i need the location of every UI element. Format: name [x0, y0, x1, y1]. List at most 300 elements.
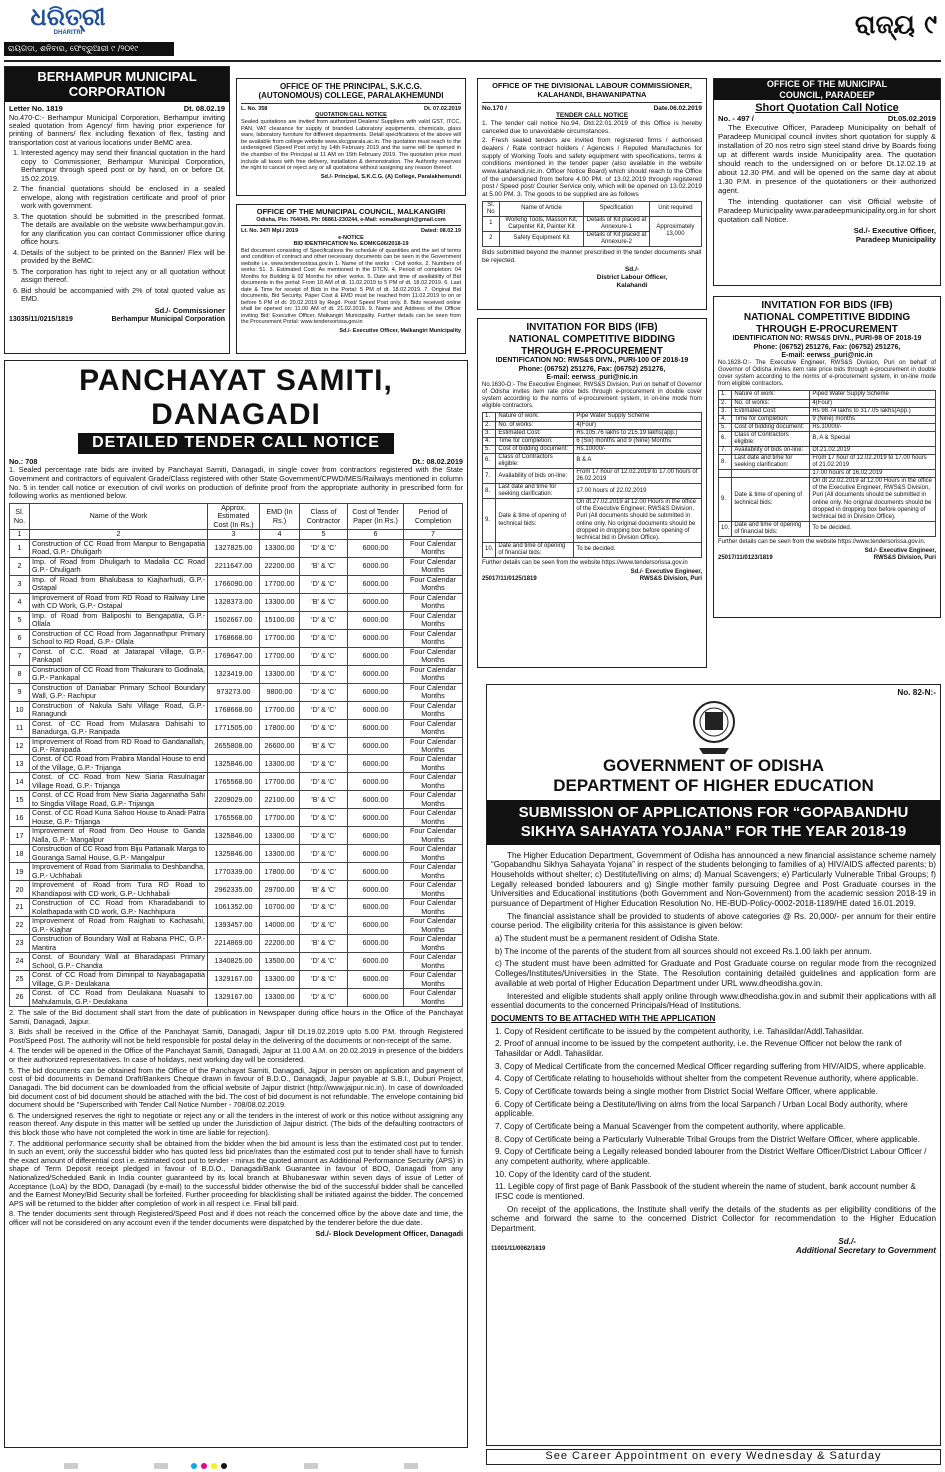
table-cell: Four Calendar Months	[404, 701, 463, 719]
table-cell: 24	[10, 953, 30, 971]
table-cell: 1	[10, 539, 30, 557]
table-row	[10, 863, 463, 881]
signatory-office: Paradeep Municipality	[855, 234, 936, 244]
table-row	[10, 881, 463, 899]
table-cell: Four Calendar Months	[404, 593, 463, 611]
ifb-table-row	[719, 521, 936, 536]
table-cell: 'D' & 'C'	[300, 719, 348, 737]
odisha-higher-education-notice	[486, 684, 941, 1446]
table-row	[10, 593, 463, 611]
column-header: Cost of Tender Paper (In Rs.)	[348, 503, 404, 529]
department-title: DEPARTMENT OF HIGHER EDUCATION	[553, 775, 874, 795]
letter-number: Letter No. 1819	[9, 103, 63, 113]
table-cell: Four Calendar Months	[404, 917, 463, 935]
table-cell: Estimated Cost:	[732, 407, 810, 415]
skcg-title-1: OFFICE OF THE PRINCIPAL, S.K.C.G.	[279, 82, 423, 91]
note-item: 3. Bids shall be received in the Office of the Panchayat Samiti, Danagadi, Jajpur till Dt.19.02.2019 upto 5.00 P.M. through Registered Post/Speed Post. The authority will not be held responsible for postal delay in the delivering of the documents or non-receipt of the same.	[9, 1027, 463, 1045]
signatory: Sd./-	[624, 266, 640, 274]
table-cell: 1502667.00	[208, 611, 260, 629]
table-cell: 'D' & 'C'	[300, 953, 348, 971]
table-cell: Cost of bidding document:	[732, 423, 810, 431]
condition-item: 4. Details of the subject to be printed on the Banner/ Flex will be provided by the BeMC.	[21, 249, 225, 266]
emblem-icon	[691, 698, 737, 756]
ifb-title-2: NATIONAL COMPETITIVE BIDDING	[508, 333, 676, 345]
table-cell: Four Calendar Months	[404, 755, 463, 773]
table-cell: 13300.00	[260, 665, 300, 683]
table-row	[10, 719, 463, 737]
column-number: 7	[404, 530, 463, 539]
table-cell: 6 (Six) months and 9 (Nine) Months	[574, 437, 702, 445]
malkangiri-body: Bid document consisting of Specifications the schedule of quantities and the set of terms and condition of contract and other necessary documents can be seen in the Government website i.e. www.tendersorissa.gov.in 1. Name of the works : Civil works. 2. Numbers of works: 51. 3. Estimated Cost: As mentioned in the DTCN. 4. Period of completion: 04 Months for Building & 02 Months for other works. 5. Date and time of availability of Bid documents in the portal: From 10 AM of dt. 11.02.2019 to 5 PM of dt. 18.02.2019. 6. Last date & Time for receipt of Bids in the Portal: 5 PM of dt. 18.02.2019. 7. Original Bid documents, Bid Security, Paper Cost & EMD must be reached from 11.02.2019 to on or before 5 PM of dt. 20.02.2019 by Regd. Post/ Speed Post only. 8. Bids received online shall be opened on: 11.00 AM of dt. 21.02.2019. 9. Name and Address of the Officer inviting Bid: Executive Officer, Malkangiri Municipality. Further details can be seen from the Procurement Portal: www.tendersorissa.gov.in	[241, 247, 461, 326]
labour-table	[482, 201, 702, 247]
table-cell: 1765568.00	[208, 809, 260, 827]
table-cell: 1.	[483, 413, 496, 421]
odisha-emblem	[691, 698, 737, 756]
table-cell: 22200.00	[260, 557, 300, 575]
table-cell: 1061352.00	[208, 899, 260, 917]
letter-date: Dt.05.02.2019	[887, 114, 936, 124]
table-cell: 11	[10, 719, 30, 737]
danagadi-notice	[4, 360, 468, 1448]
table-cell: 4(Four)	[574, 421, 702, 429]
table-cell: 12	[10, 737, 30, 755]
table-cell: Improvement of Road from Tura RD Road to Khandiaposi with CD work, G.P.- Uchhabali	[30, 881, 208, 899]
column-header: Approx. Estimated Cost (In Rs.)	[208, 503, 260, 529]
table-cell: 1325846.00	[208, 755, 260, 773]
table-cell: Four Calendar Months	[404, 665, 463, 683]
table-cell: Nature of work:	[732, 391, 810, 399]
ifb-table-row	[483, 437, 702, 445]
column-header: Sl. No.	[10, 503, 30, 529]
table-cell: 1769647.00	[208, 647, 260, 665]
table-cell: 17700.00	[260, 629, 300, 647]
ifb-puri-98	[713, 296, 941, 618]
bid-identification: BID IDENTIFICATION No. EOMKG06/2018-19	[293, 241, 409, 248]
table-cell: Imp. of Road from Bhalubasa to Kiajharhudi, G.P.- Ostapal	[30, 575, 208, 593]
signatory: Sd./- Commissioner	[154, 305, 225, 315]
letter-date: Dt. 07.02.2019	[423, 105, 461, 112]
table-row	[10, 917, 463, 935]
ifb-table-row	[483, 429, 702, 437]
table-cell	[732, 470, 810, 478]
table-cell: Details of Kit placed at Annexure-1	[584, 216, 650, 231]
table-cell: 6000.00	[348, 629, 404, 647]
notice-heading: Short Quotation Call Notice	[755, 102, 899, 115]
table-cell: 6000.00	[348, 611, 404, 629]
table-cell: 1.	[719, 391, 732, 399]
table-cell: 'D' & 'C'	[300, 809, 348, 827]
table-cell: Construction of Nakula Sahi Village Road, G.P.- Ranagundi	[30, 701, 208, 719]
table-cell: Availability of bids on-line:	[732, 447, 810, 455]
table-cell: 17700.00	[260, 773, 300, 791]
table-cell: Const. of CC Road from Mulasara Dahisahi to Banadurga, G.P.- Ranipada	[30, 719, 208, 737]
table-cell: 2962335.00	[208, 881, 260, 899]
ifb-table-row	[483, 484, 702, 499]
table-cell: 17700.00	[260, 647, 300, 665]
table-cell: Availability of bids on-line:	[496, 469, 574, 484]
berhampur-conditions	[9, 149, 225, 303]
table-cell: 1393457.00	[208, 917, 260, 935]
table-cell: Four Calendar Months	[404, 719, 463, 737]
table-cell: Four Calendar Months	[404, 809, 463, 827]
table-cell: Four Calendar Months	[404, 683, 463, 701]
career-footer	[486, 1449, 941, 1465]
table-cell: Const. of CC Road from Prabira Mandal House to end of the Village, G.P.- Trijanga	[30, 755, 208, 773]
table-cell: Four Calendar Months	[404, 773, 463, 791]
logo-text: ଧରିତ୍ରୀ	[30, 3, 106, 31]
table-row	[10, 989, 463, 1007]
berhampur-intro: No.470-C:- Berhampur Municipal Corporation, Berhampur inviting sealed quotation from Agency/ firm having prior experience for printing of banners/ flex including flexation of flex, fasting and transportation cost at various locations under BeMC area.	[9, 112, 225, 147]
document-item: 10. Copy of the Identity card of the student.	[495, 1169, 652, 1179]
table-cell: 1340825.00	[208, 953, 260, 971]
table-cell: 1768668.00	[208, 629, 260, 647]
table-row	[10, 755, 463, 773]
table-cell: 13	[10, 755, 30, 773]
note-item: 8. The tender documents sent through Registered/Speed Post and if does not reach the concerned office by the above date and time, the officer will not be considered on any account even if the tender documents were dispatched by the tenderer before the due date.	[9, 1209, 463, 1228]
ifb-footer: Further details can be seen from the website https://www.tendersorissa.gov.in.	[718, 538, 926, 545]
table-cell: Four Calendar Months	[404, 575, 463, 593]
table-cell: 'D' & 'C'	[300, 539, 348, 557]
table-cell: No. of works:	[732, 399, 810, 407]
table-cell: 6000.00	[348, 647, 404, 665]
table-cell: Time for completion:	[732, 415, 810, 423]
table-cell: Const. of CC Road Kuna Sahoo House to Anadi Patra House, G.P.- Trijanga	[30, 809, 208, 827]
signatory-office: RWS&S Division, Puri	[639, 576, 702, 583]
table-cell: Improvement of Road from Raighati to Kachasahi, G.P.- Kiajhar	[30, 917, 208, 935]
table-row	[10, 971, 463, 989]
dateline: ରାୟଗଡ଼ା, ଶନିବାର, ଫେବ୍ରୁଆରୀ ୯ /୨୦୧୯	[8, 44, 139, 53]
table-header-row	[10, 503, 463, 529]
table-row	[10, 845, 463, 863]
table-cell: 9800.00	[260, 683, 300, 701]
table-cell: 17.00 hours of 22.02.2019	[574, 484, 702, 499]
ifb-intro: No.1628-O:- The Executive Engineer, RWS&S Division, Puri on behalf of Governor of Odisha invites item rate price bids through e-procurement in double cover system according to the norms of e-procurement system, in on-line mode from eligible contractors.	[718, 360, 936, 388]
table-cell: 17.00 hours of 16.02.2019	[810, 470, 936, 478]
ifb-table-row	[719, 391, 936, 399]
table-cell: 6000.00	[348, 953, 404, 971]
column-header: Specification	[584, 201, 650, 216]
table-cell: Const. of CC Road from Deulakana Nuasahi to Mahulamula, G.P.- Deulakana	[30, 989, 208, 1007]
table-cell: Improvement of Road from RD Road to Gandanallah, G.P.- Ranipada	[30, 737, 208, 755]
note-item: 7. The additional performance security shall be obtained from the bidder when the bid amount is less than the estimated cost put to tender. In such an event, only the successful bidder who has quoted less bid price/rates than the estimated cost put to tender shall have to furnish the exact amount of differential cost i.e. estimated cost put to tender - minus the quoted amount as Additional Performance Security (APS) in shape of Term Deposit receipt pledged in favour of B.D.O., Danagadi/Bank Guarantee in favour of BDO, Danagadi from any Nationalized/Scheduled Bank in India counter guaranteed by its local branch at Bhubaneswar within seven days of issue of Letter of Acceptance (LoA) by the BDO, Danagadi (by e-mail) to the successful bidder otherwise the bid of the successful bidder shall be cancelled and the Earnest Money/Bid Security shall be forfeited. Further proceeding for blacklisting shall be initiated against the bidder. The concerned APS will be returned to the bidder after completion of work in all respect i.e. Final bill paid.	[9, 1138, 463, 1208]
eligibility-list	[491, 934, 936, 988]
ifb-table-row	[719, 478, 936, 521]
table-cell: 'D' & 'C'	[300, 683, 348, 701]
table-cell: 16	[10, 809, 30, 827]
signatory-office: RWS&S Division, Puri	[873, 555, 936, 562]
table-cell: 10	[10, 701, 30, 719]
table-row	[483, 216, 702, 231]
ifb-title-1: INVITATION FOR BIDS (IFB)	[761, 300, 893, 311]
ifb-table-row	[483, 421, 702, 429]
table-cell: 4(Four)	[810, 399, 936, 407]
table-cell: 'D' & 'C'	[300, 863, 348, 881]
column-header: Sl. No	[483, 201, 500, 216]
ifb-table-row	[719, 423, 936, 431]
table-cell: 5.	[483, 445, 496, 453]
table-cell: 22200.00	[260, 935, 300, 953]
table-cell: 14000.00	[260, 917, 300, 935]
masthead-rule	[4, 60, 941, 62]
table-cell: 'B' & 'C'	[300, 737, 348, 755]
table-cell: Last date and time for seeking clarification:	[496, 484, 574, 499]
table-cell: 6000.00	[348, 935, 404, 953]
paradeep-notice	[713, 78, 941, 286]
table-cell: 'D' & 'C'	[300, 611, 348, 629]
table-cell: 5	[10, 611, 30, 629]
ad-code: 25017/11/0123/1819	[718, 555, 773, 562]
table-cell: 1770339.00	[208, 863, 260, 881]
table-cell: 'D' & 'C'	[300, 899, 348, 917]
table-cell: Four Calendar Months	[404, 863, 463, 881]
table-cell: 'D' & 'C'	[300, 629, 348, 647]
table-cell: 6000.00	[348, 539, 404, 557]
malkangiri-notice	[236, 204, 466, 354]
table-cell: 'B' & 'C'	[300, 791, 348, 809]
ifb-puri-100	[477, 318, 707, 668]
table-row	[10, 575, 463, 593]
column-header: EMD (In Rs.)	[260, 503, 300, 529]
masthead-logo	[8, 4, 128, 40]
ad-code: 13035/11/0215/1819	[9, 315, 73, 323]
ifb-table-row	[483, 469, 702, 484]
ifb-identification: IDENTIFICATION NO: RWS&S DIVN., PURI-98 OF 2018-19	[732, 335, 922, 343]
table-cell: Improvement of Road from Deo House to Ganda Nalla, G.P.- Mangalpur	[30, 827, 208, 845]
table-row	[10, 539, 463, 557]
ifb-identification: IDENTIFICATION NO: RWS&S DIVN., PURI-100 OF 2018-19	[495, 357, 689, 365]
odisha-para-1: The Higher Education Department, Government of Odisha has announced a new financial assistance scheme namely “Gopabandhu Sikhya Sahayata Yojana” in respect of the students belonging to families of a) HIV/AIDS affected parents; b) Households without shelter; c) Destitute/living on alms; d) Manual Scavengers; e) Particularly Vulnerable Tribal Groups; f) Legally released bonded labourers and g) Single mother family pursuing Degree and Post Graduate courses in the Universities and Educational institutions (both Government and Non-Government) from the academic session 2018-19 in pursuance of Department of Higher Education Resolution No. HE-BUD-Policy-0002-2018-1189/HE dated 16.01.2019.	[491, 850, 936, 909]
table-cell: 29700.00	[260, 881, 300, 899]
notice-heading: e-NOTICE	[338, 234, 364, 241]
table-cell: Working Tools, Masson Kit, Carpenter Kit, Painter Kit	[499, 216, 584, 231]
table-cell: Construction of CC Road from Kharadabandi to Kolathapada with CD work, G.P.- Nachhipura	[30, 899, 208, 917]
berhampur-title: BERHAMPUR MUNICIPAL CORPORATION	[5, 67, 229, 102]
table-cell: 1323419.00	[208, 665, 260, 683]
table-cell: 'D' & 'C'	[300, 665, 348, 683]
table-cell: 6.	[719, 431, 732, 446]
page-number: ୯	[924, 10, 937, 40]
ifb-footer: Further details can be seen from the website https://www.tendersorissa.gov.in	[482, 559, 688, 566]
table-cell: 6000.00	[348, 557, 404, 575]
table-cell: 23	[10, 935, 30, 953]
eligibility-item: b) The income of the parents of the student from all sources should not exceed Rs.1.00 lakh per annum.	[495, 946, 872, 956]
table-row	[10, 827, 463, 845]
table-cell: 26	[10, 989, 30, 1007]
condition-item: 6. Bid should be accompanied with 2% of total quoted value as EMD.	[21, 287, 225, 304]
table-cell: 6.	[483, 453, 496, 468]
table-cell: From 17 hour of 12.02.2019 to 17.00 hours of 26.02.2019	[574, 469, 702, 484]
signatory: Sd./- Executive Officer,	[853, 225, 936, 235]
labour-notice	[477, 78, 707, 310]
table-cell: Date & time of opening of technical bids:	[496, 499, 574, 542]
table-cell: Imp. of Road from Baliposhi to Bengapatia, G.P.- Ollala	[30, 611, 208, 629]
footer-text: See Career Appointment on every Wednesday & Saturday	[545, 1450, 882, 1462]
table-cell: 2	[10, 557, 30, 575]
table-cell: 22	[10, 917, 30, 935]
table-row	[10, 809, 463, 827]
ifb-table-row	[483, 453, 702, 468]
signatory: Sd./-	[838, 1236, 856, 1246]
table-cell: Date & time of opening of technical bids:	[732, 478, 810, 521]
table-cell: 13300.00	[260, 971, 300, 989]
table-cell: Const. of CC Road from New Siaria Rasulnagar Village Road, G.P.- Trijanga	[30, 773, 208, 791]
ifb-table-row	[483, 542, 702, 557]
table-cell: Improvement of Road from RD Road to Railway Line with CD Work, G.P.- Ostapal	[30, 593, 208, 611]
labour-title-1: OFFICE OF THE DIVISIONAL LABOUR COMMISSIONER,	[492, 81, 692, 90]
table-cell: 13300.00	[260, 593, 300, 611]
ifb-table-row	[719, 399, 936, 407]
table-cell: 4.	[483, 437, 496, 445]
signatory-office: Berhampur Municipal Corporation	[111, 315, 225, 323]
document-item: 4. Copy of Certificate relating to households without shelter from the competent Revenue authority, where applicable.	[495, 1074, 919, 1084]
table-row	[10, 629, 463, 647]
table-row	[10, 557, 463, 575]
table-row	[10, 899, 463, 917]
table-cell: Rs.10000/-	[574, 445, 702, 453]
table-cell: 13500.00	[260, 953, 300, 971]
malkangiri-address: Odisha, Pin: 764045, Ph: 06861-230244, e-Mail: eomalkangiri@gmail.com	[256, 216, 446, 223]
eligibility-item: c) The student must have been admitted for Graduate and Post Graduate course on regular mode from the recognized Colleges/Institutes/Universities in the State. The Resolution containing detailed guidelines and application form are available at web portal of Higher Education Department under URL www.dheodisha.gov.in.	[495, 959, 936, 988]
table-cell: 14	[10, 773, 30, 791]
table-cell: 4.	[719, 415, 732, 423]
table-cell: 1325846.00	[208, 845, 260, 863]
table-cell: Rs.105.76 lakhs to 215.19 lakhs(app.)	[574, 429, 702, 437]
table-cell: 17	[10, 827, 30, 845]
document-item: 11. Legible copy of first page of Bank Passbook of the student wherein the name of student, bank account number & IFSC code is mentioned.	[495, 1182, 916, 1201]
table-cell: 10.	[719, 521, 732, 536]
table-cell: 1329167.00	[208, 989, 260, 1007]
table-cell: Four Calendar Months	[404, 899, 463, 917]
danagadi-title: PANCHAYAT SAMITI, DANAGADI	[79, 364, 393, 431]
table-cell: 'D' & 'C'	[300, 575, 348, 593]
print-marks-icon	[4, 1462, 474, 1470]
letter-number: No.170 /	[482, 104, 507, 112]
table-cell: 6000.00	[348, 773, 404, 791]
table-cell: Class of Contractors eligible:	[496, 453, 574, 468]
table-row	[10, 665, 463, 683]
table-cell: 9 (Nine) months	[810, 415, 936, 423]
table-cell: Four Calendar Months	[404, 647, 463, 665]
table-cell: Four Calendar Months	[404, 881, 463, 899]
table-cell: 19	[10, 863, 30, 881]
malkangiri-title: OFFICE OF THE MUNICIPAL COUNCIL, MALKANGIRI	[256, 207, 446, 216]
table-cell: 9.	[483, 499, 496, 542]
ifb-table	[482, 412, 702, 557]
table-cell: 4	[10, 593, 30, 611]
table-cell: 6000.00	[348, 575, 404, 593]
table-cell: 17800.00	[260, 719, 300, 737]
table-cell: To be decided.	[810, 521, 936, 536]
ifb-email: E-mail: eerwss_puri@nic.in	[781, 351, 873, 359]
table-cell: Piped Water Supply Scheme	[810, 391, 936, 399]
dateline-bar	[4, 42, 174, 56]
table-cell: 17800.00	[260, 863, 300, 881]
table-cell: 26600.00	[260, 737, 300, 755]
table-row	[10, 737, 463, 755]
condition-item: 2. The financial quotations should be enclosed in a sealed envelope, along with registration certificate and proof of prior work with government.	[21, 185, 225, 210]
ifb-phone: Phone: (06752) 251276, Fax: (06752) 251276,	[753, 343, 901, 351]
table-cell: Estimated Cost:	[496, 429, 574, 437]
ad-code: 11001/11/0062/1819	[491, 1246, 546, 1253]
signatory: Sd./- Executive Officer, Malkangiri Municipality	[339, 327, 461, 334]
column-header: Unit required	[649, 201, 701, 216]
column-number: 2	[30, 530, 208, 539]
table-cell: Four Calendar Months	[404, 737, 463, 755]
column-header: Name of Article	[499, 201, 584, 216]
table-cell: 6000.00	[348, 701, 404, 719]
table-cell: 7.	[483, 469, 496, 484]
labour-para-2: 2. Fresh sealed tenders are invited from registered firms / authorised dealers / Rate contract holders / Agencies / Reputed Manufactures for supply of Working Tools and safety equipment with specifications, terms & conditions mentioned in the tender paper (also available in the website www.kalahandi.nic.in. Officer Notice Board) which should reach to the Office of the undersigned from before 4.00 PM. of 13.02.2019 through registered post / Speed post/ Courier Service only, which will be opened on 13.02.2019 at 5.00 PM. 3. The goods to be supplied are as follows	[482, 137, 702, 198]
table-cell: Four Calendar Months	[404, 557, 463, 575]
table-cell: Four Calendar Months	[404, 827, 463, 845]
table-cell: From 17 hour of 12.02.2019 to 17.00 hours of 21.02.2019	[810, 455, 936, 470]
table-cell: Time for completion:	[496, 437, 574, 445]
table-cell: 'B' & 'C'	[300, 881, 348, 899]
table-cell: Approximately 13,000	[649, 216, 701, 246]
ifb-title-3: THROUGH E-PROCUREMENT	[521, 345, 663, 357]
table-cell: 7.	[719, 447, 732, 455]
table-cell: Construction of CC Road from Thakurani to Godinala, G.P.- Pankapal	[30, 665, 208, 683]
table-cell: 1328373.00	[208, 593, 260, 611]
table-cell: Details of Kit placed at Annexure-2	[584, 231, 650, 246]
table-cell: Last date and time for seeking clarification:	[732, 455, 810, 470]
document-item: 2. Proof of annual income to be issued by the competent authority, i.e. the Revenue Officer not below the rank of Tahasildar or Addl. Tahasildar.	[495, 1039, 902, 1058]
table-cell: Dt.21.02.2019	[810, 447, 936, 455]
government-title: GOVERNMENT OF ODISHA	[602, 755, 824, 775]
condition-item: 3. The quotation should be submitted in the prescribed format. The details are available on the website www.berhampur.gov.in. for any clarification you can contact Commissioner office during office hours.	[21, 213, 225, 247]
table-cell: 10700.00	[260, 899, 300, 917]
paradeep-body-2: The intending quotationer can visit Official website of Paradeep Municipality www.paradeepmunicipality.org.in for short quotation call Notice.	[718, 196, 936, 224]
works-table	[9, 503, 463, 1007]
table-cell: 6000.00	[348, 899, 404, 917]
section-header	[855, 10, 937, 41]
table-cell: 8	[10, 665, 30, 683]
table-cell: 15	[10, 791, 30, 809]
table-cell: 3.	[483, 429, 496, 437]
table-cell: 973273.00	[208, 683, 260, 701]
table-cell: 8.	[483, 484, 496, 499]
table-cell	[719, 470, 732, 478]
table-cell: 13300.00	[260, 845, 300, 863]
table-row	[10, 773, 463, 791]
note-item: 6. The undersigned reserves the right to negotiate or reject any or all the tenders in the interest of work or this notice without assigning any reason thereof. Any dispute in this matter will be settled up under the Jurisdiction of Jajpur district. (The bids of the defaulting contractors of this block those who have not completed the work in time are liable for rejection).	[9, 1110, 463, 1137]
signatory-title: District Labour Officer,	[596, 274, 668, 281]
table-cell: Construction of CC Road from Biju Pattanaik Marga to Gouranga Samal House, G.P.- Mangalpur	[30, 845, 208, 863]
odisha-para-2: The financial assistance shall be provided to students of above categories @ Rs. 20,000/- per annum for their entire course period. The eligibility criteria for this assistance is given below:	[491, 911, 936, 931]
section-name: ରାଜ୍ୟ	[854, 10, 915, 40]
table-cell: Const. of C.C. Road at Jatarapal Village, G.P.- Pankapal	[30, 647, 208, 665]
table-cell: Four Calendar Months	[404, 629, 463, 647]
column-number: 1	[10, 530, 30, 539]
table-row	[10, 701, 463, 719]
letter-date: Dt. 08.02.19	[183, 103, 225, 113]
table-cell: Four Calendar Months	[404, 935, 463, 953]
signatory: Sd./- Executive Engineer,	[864, 548, 936, 555]
note-item: 4. The tender will be opened in the Office of the Panchayat Samiti, Danagadi, Jajpur at 11.00 A.M. on 20.02.2019 in presence of the bidders or their authorized representatives. In case of holidays, next working day will be considered.	[9, 1046, 463, 1065]
table-cell: 'D' & 'C'	[300, 647, 348, 665]
ifb-intro: No.1630-O:- The Executive Engineer, RWS&S Division, Puri on behalf of Governor of Odisha invites item rate price bids through e-procurement in double cover system according to the norms of e-procurement system, in on-line mode from eligible contractors.	[482, 382, 702, 410]
table-cell: 'B' & 'C'	[300, 593, 348, 611]
table-row	[10, 953, 463, 971]
table-cell: Four Calendar Months	[404, 989, 463, 1007]
table-cell: Date and time of opening of financial bids:	[496, 542, 574, 557]
ifb-table-row	[719, 431, 936, 446]
table-cell: 6000.00	[348, 845, 404, 863]
letter-number: Lt. No. 347/ Mpl./ 2019	[241, 228, 299, 235]
table-cell: 'D' & 'C'	[300, 845, 348, 863]
ifb-table-row	[719, 447, 936, 455]
labour-title-2: KALAHANDI, BHAWANIPATNA	[537, 89, 647, 99]
